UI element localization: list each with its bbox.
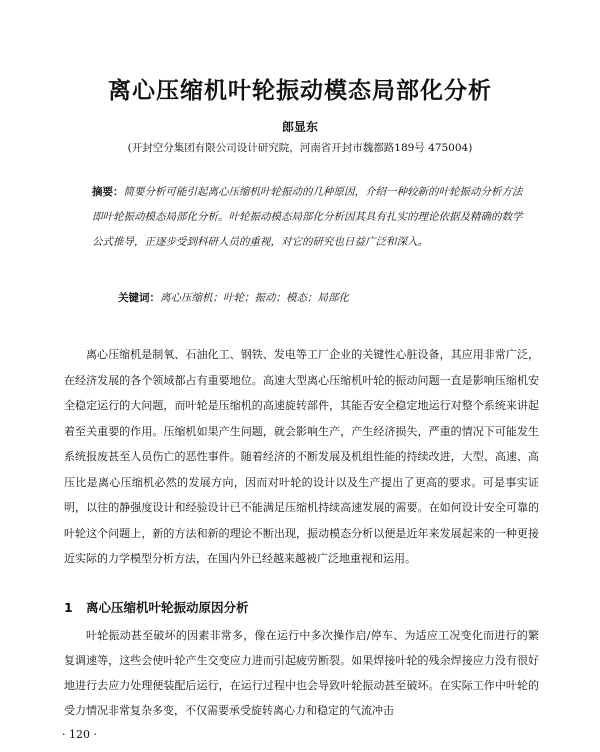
section-paragraph: 叶轮振动甚至破坏的因素非常多，像在运行中多次操作启/停车、为适应工况变化而进行的繁复调速等，这些会使叶轮产生交变应力进而引起疲劳断裂。如果焊接叶轮的残余焊接应力没有很好地进行去应力处理便装配后运行，在运行过程中也会导致叶轮振动甚至破坏。在实际工作中叶轮的受力情况非常复杂多变，不仅需要承受旋转离心力和稳定的气流冲击 [64, 629, 539, 717]
paper-title: 离心压缩机叶轮振动模态局部化分析 [108, 78, 492, 104]
section-title: 离心压缩机叶轮振动原因分析 [86, 600, 249, 615]
intro-paragraph: 离心压缩机是制氧、石油化工、钢铁、发电等工厂企业的关键性心脏设备，其应用非常广泛，在经济发展的各个领域都占有重要地位。高速大型离心压缩机叶轮的振动问题一直是影响压缩机安全稳定运行的大问题，而叶轮是压缩机的高速旋转部件，其能否安全稳定地运行对整个系统来讲起着至关重要的作用。压缩机如果产生问题，就会影响生产，产生经济损失，严重的情况下可能发生系统报废甚至人员伤亡的恶性事件。随着经济的不断发展及机组性能的持续改进，大型、高速、高压比是离心压缩机必然的发展方向，因而对叶轮的设计以及生产提出了更高的要求。可是事实证明，以往的静强度设计和经验设计已不能满足压缩机持续高速发展的需要。在如何设计安全可靠的叶轮这个问题上，新的方法和新的理论不断出现，振动模态分析以便是近年来发展起来的一种更接近实际的力学模型分析方法，在国内外已经越来越被广泛地重视和运用。 [64, 348, 539, 565]
abstract-label: 摘要： [92, 186, 124, 198]
abstract-text: 简要分析可能引起离心压缩机叶轮振动的几种原因，介绍一种较新的叶轮振动分析方法即叶轮振动模态局部化分析。叶轮振动模态局部化分析因其具有扎实的理论依据及精确的数学公式推导，正逐步受到科研人员的重视，对它的研究也日益广泛和深入。 [92, 186, 523, 248]
keywords-label: 关键词： [118, 292, 160, 304]
section-number: 1 [64, 600, 73, 615]
author-name: 郎显东 [281, 120, 318, 134]
page-number: · 120 · [62, 728, 97, 741]
keywords-text: 离心压缩机；叶轮；振动；模态；局部化 [160, 292, 349, 304]
keywords-block [118, 290, 538, 305]
section-heading [64, 598, 539, 616]
abstract-block [92, 180, 524, 255]
author-affiliation: (开封空分集团有限公司设计研究院，河南省开封市魏都路189号 475004) [127, 142, 473, 154]
